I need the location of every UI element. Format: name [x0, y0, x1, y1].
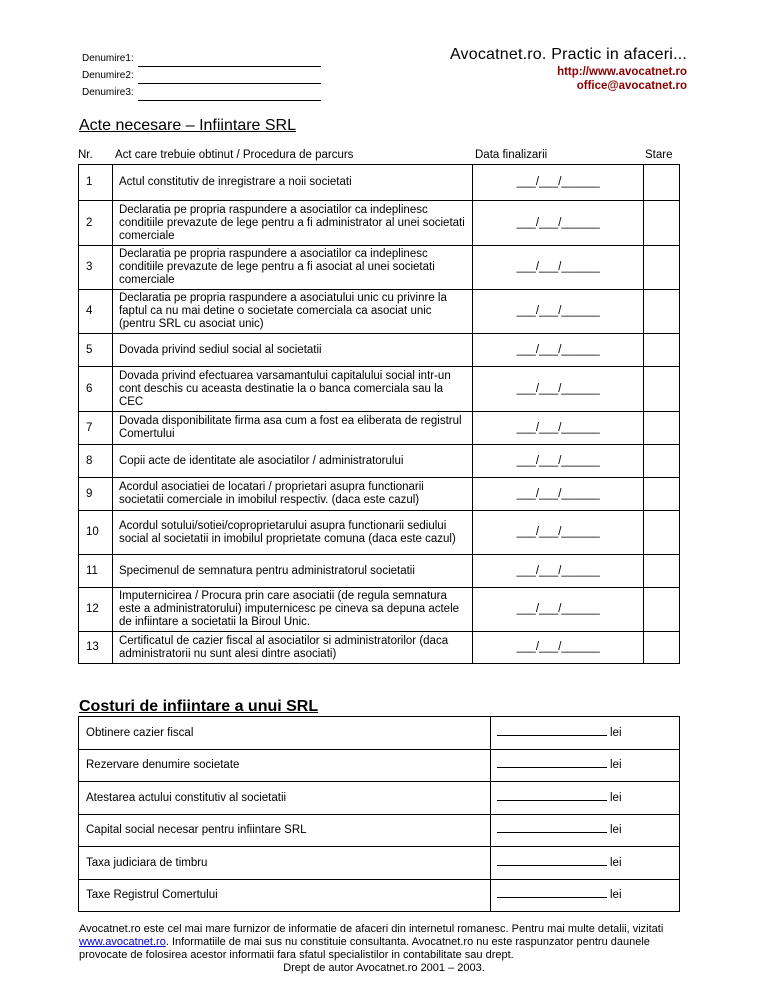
cost-currency: lei	[610, 889, 622, 902]
costuri-table	[78, 716, 680, 912]
footer-site-link[interactable]: www.avocatnet.ro	[79, 936, 166, 948]
cost-row	[79, 814, 680, 847]
name-field-1[interactable]	[82, 50, 321, 67]
row-number: 8	[79, 445, 113, 478]
row-status-cell[interactable]	[644, 290, 680, 334]
footer-line2: . Informatiile de mai sus nu constituie consultanta. Avocatnet.ro nu este raspunzator pentru daunele provocate de folosirea acestor informatii fara sfatul specialistilor in contabilitate sau drept.	[79, 936, 650, 961]
email-link[interactable]: office@avocatnet.ro	[576, 80, 687, 92]
row-act-text: Dovada privind sediul social al societatii	[112, 334, 472, 367]
col-header-stare: Stare	[645, 149, 673, 161]
cost-row	[79, 879, 680, 912]
row-status-cell[interactable]	[644, 201, 680, 246]
cost-label: Obtinere cazier fiscal	[79, 717, 491, 750]
brand-block	[450, 45, 687, 93]
row-date-field[interactable]: ___/___/______	[473, 246, 644, 290]
col-header-data: Data finalizarii	[475, 149, 548, 161]
name-field-3[interactable]	[82, 84, 321, 101]
cost-amount-blank[interactable]	[497, 857, 607, 866]
acte-row	[79, 588, 680, 632]
cost-currency: lei	[610, 726, 622, 739]
row-act-text: Acordul sotului/sotiei/coproprietarului asupra functionarii sediului social al societatii in imobilul proprietate comuna (daca este cazul)	[112, 511, 472, 555]
row-status-cell[interactable]	[644, 511, 680, 555]
cost-amount-blank[interactable]	[497, 727, 607, 736]
cost-label: Rezervare denumire societate	[79, 749, 491, 782]
row-act-text: Declaratia pe propria raspundere a asociatilor ca indeplinesc conditiile prevazute de lege pentru a fi asociat al unei societati comerciale	[112, 246, 472, 290]
row-status-cell[interactable]	[644, 478, 680, 511]
name-field-1-line[interactable]	[138, 55, 321, 67]
row-number: 6	[79, 367, 113, 412]
row-act-text: Copii acte de identitate ale asociatilor / administratorului	[112, 445, 472, 478]
row-number: 4	[79, 290, 113, 334]
row-number: 2	[79, 201, 113, 246]
cost-amount-blank[interactable]	[497, 889, 607, 898]
row-act-text: Imputernicirea / Procura prin care asociatii (de regula semnatura este a administratorului) imputernicesc pe cineva sa depuna actele de infiintare a societatii la Biroul Unic.	[112, 588, 472, 632]
name-field-2[interactable]	[82, 67, 321, 84]
row-date-field[interactable]: ___/___/______	[473, 290, 644, 334]
row-number: 7	[79, 412, 113, 445]
row-status-cell[interactable]	[644, 367, 680, 412]
cost-label: Capital social necesar pentru infiintare SRL	[79, 814, 491, 847]
row-number: 13	[79, 632, 113, 664]
row-number: 9	[79, 478, 113, 511]
acte-row	[79, 511, 680, 555]
row-act-text: Declaratia pe propria raspundere a asociatilor ca indeplinesc conditiile prevazute de lege pentru a fi administrator al unei societati comerciale	[112, 201, 472, 246]
cost-amount-blank[interactable]	[497, 792, 607, 801]
company-name-fields	[82, 50, 321, 101]
acte-row	[79, 367, 680, 412]
row-date-field[interactable]: ___/___/______	[473, 511, 644, 555]
col-header-act: Act care trebuie obtinut / Procedura de parcurs	[115, 149, 354, 161]
acte-table	[78, 164, 680, 664]
row-status-cell[interactable]	[644, 165, 680, 201]
cost-currency: lei	[610, 791, 622, 804]
acte-row	[79, 165, 680, 201]
footer-disclaimer	[79, 923, 689, 962]
cost-label: Atestarea actului constitutiv al societatii	[79, 782, 491, 815]
cost-row	[79, 717, 680, 750]
row-date-field[interactable]: ___/___/______	[473, 367, 644, 412]
row-date-field[interactable]: ___/___/______	[473, 588, 644, 632]
row-act-text: Dovada privind efectuarea varsamantului capitalului social intr-un cont deschis cu aceasta destinatie la o banca comerciala sau la CEC	[112, 367, 472, 412]
footer-copyright: Drept de autor Avocatnet.ro 2001 – 2003.	[283, 962, 485, 974]
cost-currency: lei	[610, 759, 622, 772]
acte-row	[79, 478, 680, 511]
name-field-1-label: Denumire1:	[82, 53, 134, 64]
row-number: 10	[79, 511, 113, 555]
cost-label: Taxe Registrul Comertului	[79, 879, 491, 912]
row-act-text: Certificatul de cazier fiscal al asociatilor si administratorilor (daca administratorii nu sunt alesi dintre asociati)	[112, 632, 472, 664]
cost-amount-field[interactable]	[491, 749, 680, 782]
cost-currency: lei	[610, 856, 622, 869]
cost-amount-field[interactable]	[491, 879, 680, 912]
row-number: 3	[79, 246, 113, 290]
cost-amount-blank[interactable]	[497, 824, 607, 833]
brand-title: Avocatnet.ro. Practic in afaceri...	[449, 46, 687, 63]
acte-row	[79, 334, 680, 367]
cost-amount-field[interactable]	[491, 717, 680, 750]
acte-row	[79, 412, 680, 445]
footer-line1: Avocatnet.ro este cel mai mare furnizor de informatie de afaceri din internetul romanesc. Pentru mai multe detalii, vizitati	[79, 923, 664, 935]
acte-title: Acte necesare – Infiintare SRL	[79, 117, 297, 134]
row-date-field[interactable]: ___/___/______	[473, 445, 644, 478]
cost-label: Taxa judiciara de timbru	[79, 847, 491, 880]
name-field-3-label: Denumire3:	[82, 87, 134, 98]
row-status-cell[interactable]	[644, 632, 680, 664]
row-date-field[interactable]: ___/___/______	[473, 201, 644, 246]
cost-row	[79, 749, 680, 782]
name-field-3-line[interactable]	[138, 89, 321, 101]
site-link[interactable]: http://www.avocatnet.ro	[557, 66, 687, 78]
footer	[79, 923, 689, 975]
row-date-field[interactable]: ___/___/______	[473, 412, 644, 445]
row-date-field[interactable]: ___/___/______	[473, 165, 644, 201]
cost-amount-blank[interactable]	[497, 759, 607, 768]
acte-row	[79, 201, 680, 246]
row-act-text: Actul constitutiv de inregistrare a noii societati	[112, 165, 472, 201]
cost-amount-field[interactable]	[491, 814, 680, 847]
row-date-field[interactable]: ___/___/______	[473, 334, 644, 367]
row-status-cell[interactable]	[644, 334, 680, 367]
cost-amount-field[interactable]	[491, 782, 680, 815]
costuri-title: Costuri de infiintare a unui SRL	[79, 698, 319, 715]
cost-row	[79, 847, 680, 880]
row-date-field[interactable]: ___/___/______	[473, 555, 644, 588]
row-act-text: Specimenul de semnatura pentru administratorul societatii	[112, 555, 472, 588]
row-number: 12	[79, 588, 113, 632]
row-status-cell[interactable]	[644, 588, 680, 632]
col-header-nr: Nr.	[78, 149, 93, 161]
acte-row	[79, 246, 680, 290]
cost-currency: lei	[610, 824, 622, 837]
row-status-cell[interactable]	[644, 412, 680, 445]
row-status-cell[interactable]	[644, 445, 680, 478]
row-number: 1	[79, 165, 113, 201]
row-number: 11	[79, 555, 113, 588]
row-number: 5	[79, 334, 113, 367]
acte-row	[79, 290, 680, 334]
row-act-text: Dovada disponibilitate firma asa cum a fost ea eliberata de registrul Comertului	[112, 412, 472, 445]
row-status-cell[interactable]	[644, 555, 680, 588]
cost-amount-field[interactable]	[491, 847, 680, 880]
acte-row	[79, 445, 680, 478]
name-field-2-line[interactable]	[138, 72, 321, 84]
row-act-text: Acordul asociatiei de locatari / proprietari asupra functionarii societatii comerciale in imobilul respectiv. (daca este cazul)	[112, 478, 472, 511]
row-status-cell[interactable]	[644, 246, 680, 290]
row-date-field[interactable]: ___/___/______	[473, 478, 644, 511]
row-date-field[interactable]: ___/___/______	[473, 632, 644, 664]
acte-row	[79, 632, 680, 664]
acte-row	[79, 555, 680, 588]
row-act-text: Declaratia pe propria raspundere a asociatului unic cu privinre la faptul ca nu mai detine o societate comerciala ca asociat unic (pentru SRL cu asociat unic)	[112, 290, 472, 334]
name-field-2-label: Denumire2:	[82, 70, 134, 81]
cost-row	[79, 782, 680, 815]
